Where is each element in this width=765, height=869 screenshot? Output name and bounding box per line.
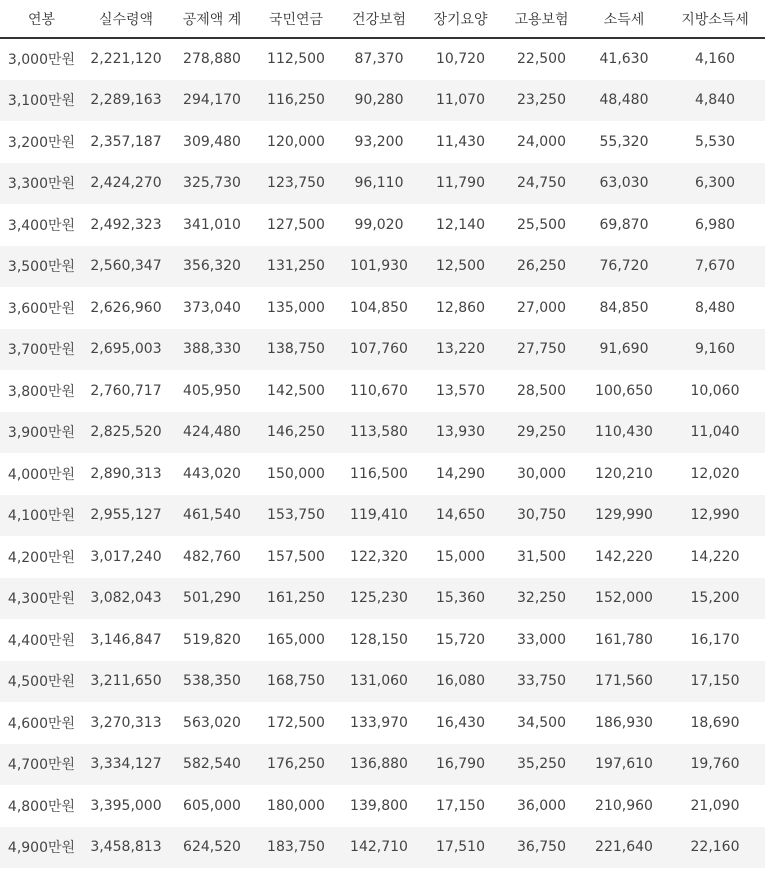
- cell-long-term-care: 11,070: [436, 92, 485, 109]
- cell-national-pension: 183,750: [267, 839, 325, 856]
- cell-total-deduction: 519,820: [183, 631, 241, 648]
- header-employment-insurance: 고용보험: [500, 0, 583, 38]
- cell-health-insurance: 99,020: [354, 216, 404, 233]
- cell-health-insurance: 125,230: [350, 590, 408, 607]
- cell-health-insurance: 128,150: [350, 631, 408, 648]
- cell-total-deduction: 443,020: [183, 465, 241, 482]
- cell-net-pay: 2,424,270: [90, 175, 162, 192]
- cell-local-income-tax: 6,300: [694, 175, 736, 192]
- cell-net-pay: 2,890,313: [90, 465, 162, 482]
- cell-net-pay: 3,082,043: [90, 590, 162, 607]
- cell-long-term-care: 11,790: [436, 175, 485, 192]
- table-row: [0, 370, 765, 412]
- cell-long-term-care: 13,930: [436, 424, 485, 441]
- cell-income-tax: 84,850: [599, 299, 649, 316]
- cell-national-pension: 123,750: [267, 175, 325, 192]
- header-annual-salary: 연봉: [0, 0, 83, 38]
- cell-total-deduction: 501,290: [183, 590, 241, 607]
- cell-local-income-tax: 22,160: [690, 839, 740, 856]
- cell-long-term-care: 12,860: [436, 299, 485, 316]
- cell-annual-salary: 4,700만원: [7, 757, 76, 774]
- table-row: [0, 536, 765, 578]
- cell-annual-salary: 3,700만원: [7, 342, 76, 359]
- cell-income-tax: 152,000: [595, 590, 653, 607]
- cell-net-pay: 3,017,240: [90, 548, 162, 565]
- cell-annual-salary: 3,300만원: [7, 176, 76, 193]
- cell-local-income-tax: 14,220: [690, 548, 740, 565]
- cell-income-tax: 161,780: [595, 631, 653, 648]
- cell-health-insurance: 119,410: [350, 507, 408, 524]
- cell-health-insurance: 136,880: [350, 756, 408, 773]
- table-header-row: [0, 0, 765, 38]
- cell-national-pension: 135,000: [267, 299, 325, 316]
- cell-income-tax: 55,320: [599, 133, 649, 150]
- cell-health-insurance: 110,670: [350, 382, 408, 399]
- cell-income-tax: 129,990: [595, 507, 653, 524]
- cell-net-pay: 2,955,127: [90, 507, 162, 524]
- header-income-tax: 소득세: [583, 0, 665, 38]
- cell-health-insurance: 107,760: [350, 341, 408, 358]
- cell-health-insurance: 93,200: [354, 133, 404, 150]
- header-health-insurance: 건강보험: [337, 0, 421, 38]
- cell-total-deduction: 482,760: [183, 548, 241, 565]
- cell-income-tax: 91,690: [599, 341, 649, 358]
- cell-employment-insurance: 22,500: [517, 51, 566, 68]
- cell-health-insurance: 104,850: [350, 299, 408, 316]
- cell-annual-salary: 4,900만원: [7, 840, 76, 857]
- table-row: [0, 453, 765, 495]
- cell-national-pension: 127,500: [267, 216, 325, 233]
- cell-long-term-care: 10,720: [436, 51, 485, 68]
- table-row: [0, 412, 765, 454]
- cell-long-term-care: 17,150: [436, 797, 485, 814]
- cell-total-deduction: 356,320: [183, 258, 241, 275]
- cell-long-term-care: 14,290: [436, 465, 485, 482]
- cell-national-pension: 150,000: [267, 465, 325, 482]
- cell-health-insurance: 96,110: [354, 175, 404, 192]
- cell-long-term-care: 13,570: [436, 382, 485, 399]
- cell-national-pension: 165,000: [267, 631, 325, 648]
- cell-total-deduction: 309,480: [183, 133, 241, 150]
- cell-health-insurance: 142,710: [350, 839, 408, 856]
- cell-employment-insurance: 25,500: [517, 216, 566, 233]
- cell-local-income-tax: 10,060: [690, 382, 740, 399]
- cell-national-pension: 116,250: [267, 92, 325, 109]
- cell-net-pay: 2,357,187: [90, 133, 162, 150]
- cell-employment-insurance: 33,000: [517, 631, 566, 648]
- cell-net-pay: 2,560,347: [90, 258, 162, 275]
- cell-income-tax: 100,650: [595, 382, 653, 399]
- cell-long-term-care: 12,500: [436, 258, 485, 275]
- cell-long-term-care: 17,510: [436, 839, 485, 856]
- cell-health-insurance: 122,320: [350, 548, 408, 565]
- cell-net-pay: 3,146,847: [90, 631, 162, 648]
- cell-local-income-tax: 21,090: [690, 797, 740, 814]
- cell-local-income-tax: 4,160: [694, 51, 736, 68]
- cell-long-term-care: 11,430: [436, 133, 485, 150]
- cell-annual-salary: 3,400만원: [7, 217, 76, 234]
- cell-long-term-care: 16,430: [436, 714, 485, 731]
- cell-income-tax: 110,430: [595, 424, 653, 441]
- table-row: [0, 578, 765, 620]
- cell-total-deduction: 563,020: [183, 714, 241, 731]
- cell-national-pension: 157,500: [267, 548, 325, 565]
- cell-net-pay: 2,492,323: [90, 216, 162, 233]
- cell-net-pay: 2,221,120: [90, 51, 162, 68]
- cell-income-tax: 76,720: [599, 258, 649, 275]
- cell-local-income-tax: 16,170: [690, 631, 740, 648]
- cell-national-pension: 112,500: [267, 51, 325, 68]
- header-net-pay: 실수령액: [83, 0, 169, 38]
- cell-health-insurance: 87,370: [354, 51, 404, 68]
- cell-local-income-tax: 17,150: [690, 673, 740, 690]
- cell-net-pay: 3,458,813: [90, 839, 162, 856]
- cell-net-pay: 2,825,520: [90, 424, 162, 441]
- cell-total-deduction: 605,000: [183, 797, 241, 814]
- cell-local-income-tax: 12,020: [690, 465, 740, 482]
- cell-employment-insurance: 29,250: [517, 424, 566, 441]
- table-row: [0, 163, 765, 205]
- cell-long-term-care: 15,360: [436, 590, 485, 607]
- cell-income-tax: 120,210: [595, 465, 653, 482]
- cell-annual-salary: 3,100만원: [7, 93, 76, 110]
- cell-local-income-tax: 6,980: [694, 216, 736, 233]
- cell-employment-insurance: 24,750: [517, 175, 566, 192]
- cell-annual-salary: 3,600만원: [7, 300, 76, 317]
- cell-total-deduction: 325,730: [183, 175, 241, 192]
- cell-total-deduction: 341,010: [183, 216, 241, 233]
- cell-net-pay: 3,395,000: [90, 797, 162, 814]
- table-row: [0, 827, 765, 869]
- table-row: [0, 661, 765, 703]
- cell-net-pay: 3,270,313: [90, 714, 162, 731]
- cell-employment-insurance: 27,750: [517, 341, 566, 358]
- cell-local-income-tax: 5,530: [694, 133, 736, 150]
- cell-long-term-care: 16,080: [436, 673, 485, 690]
- cell-annual-salary: 4,600만원: [7, 715, 76, 732]
- cell-employment-insurance: 34,500: [517, 714, 566, 731]
- cell-income-tax: 142,220: [595, 548, 653, 565]
- table-row: [0, 702, 765, 744]
- cell-local-income-tax: 9,160: [694, 341, 736, 358]
- cell-income-tax: 197,610: [595, 756, 653, 773]
- table-row: [0, 744, 765, 786]
- cell-total-deduction: 373,040: [183, 299, 241, 316]
- cell-employment-insurance: 36,000: [517, 797, 566, 814]
- cell-total-deduction: 294,170: [183, 92, 241, 109]
- header-local-income-tax: 지방소득세: [665, 0, 765, 38]
- cell-total-deduction: 461,540: [183, 507, 241, 524]
- cell-employment-insurance: 32,250: [517, 590, 566, 607]
- cell-health-insurance: 131,060: [350, 673, 408, 690]
- cell-net-pay: 2,695,003: [90, 341, 162, 358]
- cell-local-income-tax: 15,200: [690, 590, 740, 607]
- cell-local-income-tax: 11,040: [690, 424, 740, 441]
- cell-employment-insurance: 23,250: [517, 92, 566, 109]
- cell-annual-salary: 4,000만원: [7, 466, 76, 483]
- cell-income-tax: 63,030: [599, 175, 649, 192]
- cell-annual-salary: 3,500만원: [7, 259, 76, 276]
- cell-annual-salary: 4,300만원: [7, 591, 76, 608]
- cell-local-income-tax: 19,760: [690, 756, 740, 773]
- cell-national-pension: 138,750: [267, 341, 325, 358]
- cell-long-term-care: 12,140: [436, 216, 485, 233]
- table-row: [0, 121, 765, 163]
- cell-national-pension: 153,750: [267, 507, 325, 524]
- cell-national-pension: 131,250: [267, 258, 325, 275]
- cell-health-insurance: 101,930: [350, 258, 408, 275]
- cell-health-insurance: 90,280: [354, 92, 404, 109]
- cell-income-tax: 186,930: [595, 714, 653, 731]
- cell-total-deduction: 582,540: [183, 756, 241, 773]
- cell-income-tax: 221,640: [595, 839, 653, 856]
- cell-annual-salary: 4,100만원: [7, 508, 76, 525]
- cell-employment-insurance: 31,500: [517, 548, 566, 565]
- table-row: [0, 204, 765, 246]
- cell-net-pay: 2,760,717: [90, 382, 162, 399]
- header-long-term-care: 장기요양: [421, 0, 500, 38]
- table-row: [0, 785, 765, 827]
- table-row: [0, 329, 765, 371]
- cell-long-term-care: 13,220: [436, 341, 485, 358]
- cell-annual-salary: 4,400만원: [7, 632, 76, 649]
- cell-annual-salary: 4,500만원: [7, 674, 76, 691]
- header-total-deduction: 공제액 계: [169, 0, 255, 38]
- cell-employment-insurance: 30,000: [517, 465, 566, 482]
- cell-national-pension: 168,750: [267, 673, 325, 690]
- cell-local-income-tax: 8,480: [694, 299, 736, 316]
- cell-annual-salary: 3,800만원: [7, 383, 76, 400]
- cell-income-tax: 48,480: [599, 92, 649, 109]
- cell-annual-salary: 4,200만원: [7, 549, 76, 566]
- table-body: [0, 38, 765, 868]
- cell-total-deduction: 388,330: [183, 341, 241, 358]
- cell-net-pay: 2,626,960: [90, 299, 162, 316]
- cell-long-term-care: 14,650: [436, 507, 485, 524]
- header-national-pension: 국민연금: [255, 0, 337, 38]
- table-row: [0, 287, 765, 329]
- cell-income-tax: 69,870: [599, 216, 649, 233]
- cell-annual-salary: 3,000만원: [7, 52, 76, 69]
- cell-net-pay: 3,211,650: [90, 673, 162, 690]
- table-row: [0, 495, 765, 537]
- cell-national-pension: 142,500: [267, 382, 325, 399]
- cell-health-insurance: 139,800: [350, 797, 408, 814]
- cell-national-pension: 120,000: [267, 133, 325, 150]
- cell-income-tax: 171,560: [595, 673, 653, 690]
- cell-national-pension: 180,000: [267, 797, 325, 814]
- cell-employment-insurance: 27,000: [517, 299, 566, 316]
- cell-health-insurance: 116,500: [350, 465, 408, 482]
- cell-employment-insurance: 28,500: [517, 382, 566, 399]
- cell-long-term-care: 16,790: [436, 756, 485, 773]
- cell-long-term-care: 15,720: [436, 631, 485, 648]
- cell-national-pension: 161,250: [267, 590, 325, 607]
- cell-net-pay: 3,334,127: [90, 756, 162, 773]
- cell-local-income-tax: 7,670: [694, 258, 736, 275]
- cell-total-deduction: 278,880: [183, 51, 241, 68]
- cell-local-income-tax: 18,690: [690, 714, 740, 731]
- cell-employment-insurance: 36,750: [517, 839, 566, 856]
- table-row: [0, 38, 765, 80]
- cell-employment-insurance: 33,750: [517, 673, 566, 690]
- cell-national-pension: 172,500: [267, 714, 325, 731]
- cell-total-deduction: 538,350: [183, 673, 241, 690]
- table-row: [0, 619, 765, 661]
- cell-net-pay: 2,289,163: [90, 92, 162, 109]
- cell-health-insurance: 113,580: [350, 424, 408, 441]
- cell-employment-insurance: 26,250: [517, 258, 566, 275]
- cell-employment-insurance: 35,250: [517, 756, 566, 773]
- cell-income-tax: 210,960: [595, 797, 653, 814]
- table-row: [0, 246, 765, 288]
- cell-total-deduction: 424,480: [183, 424, 241, 441]
- cell-national-pension: 176,250: [267, 756, 325, 773]
- cell-total-deduction: 624,520: [183, 839, 241, 856]
- cell-employment-insurance: 24,000: [517, 133, 566, 150]
- cell-total-deduction: 405,950: [183, 382, 241, 399]
- cell-annual-salary: 3,900만원: [7, 425, 76, 442]
- cell-employment-insurance: 30,750: [517, 507, 566, 524]
- cell-national-pension: 146,250: [267, 424, 325, 441]
- cell-local-income-tax: 12,990: [690, 507, 740, 524]
- cell-annual-salary: 3,200만원: [7, 134, 76, 151]
- cell-health-insurance: 133,970: [350, 714, 408, 731]
- cell-income-tax: 41,630: [599, 51, 649, 68]
- cell-local-income-tax: 4,840: [694, 92, 736, 109]
- cell-annual-salary: 4,800만원: [7, 798, 76, 815]
- table-row: [0, 80, 765, 122]
- cell-long-term-care: 15,000: [436, 548, 485, 565]
